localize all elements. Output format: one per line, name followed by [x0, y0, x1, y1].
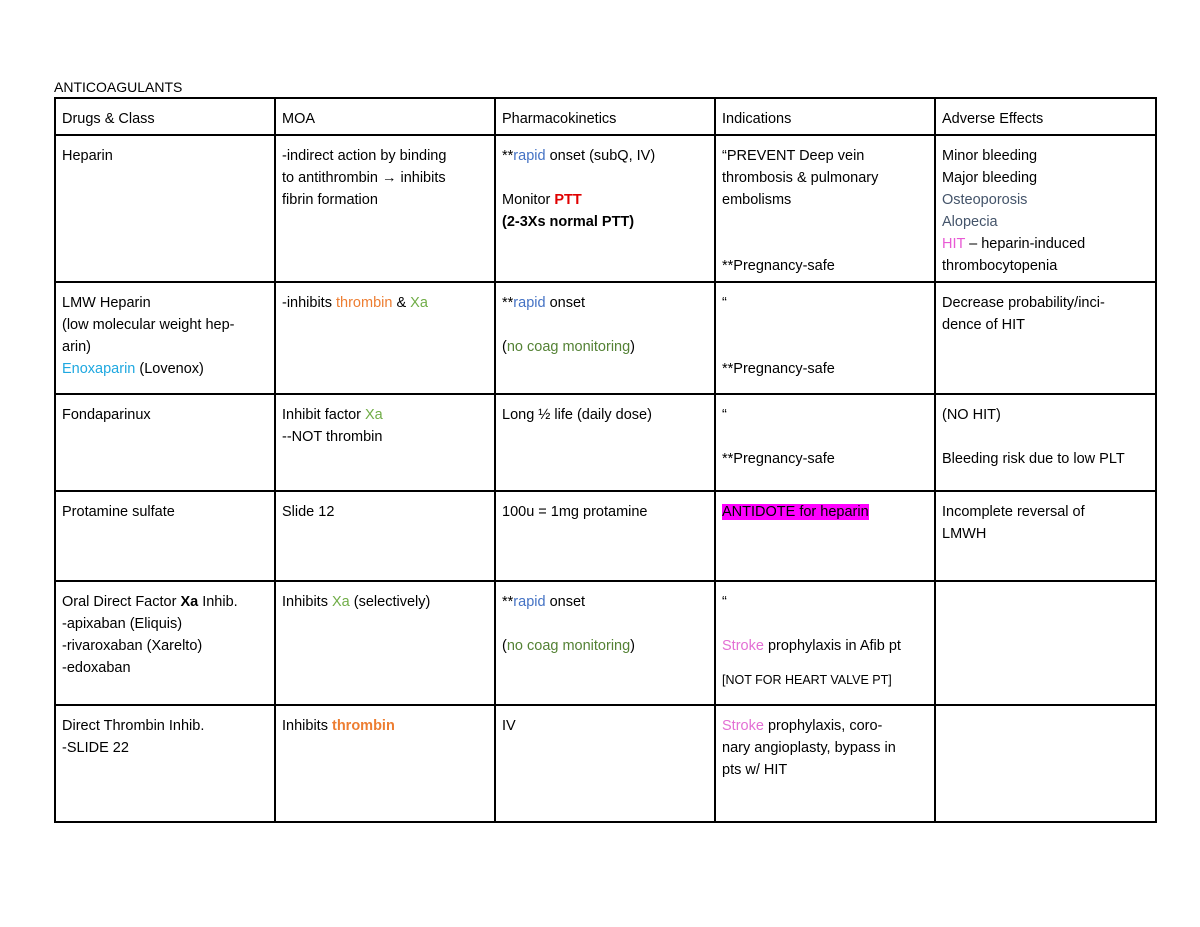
ae-line: dence of HIT [942, 317, 1026, 333]
drug-enoxaparin: Enoxaparin [62, 361, 136, 377]
antidote-highlight: ANTIDOTE for heparin [722, 504, 869, 520]
table-row-direct-thrombin [55, 705, 1156, 822]
ae-text: – heparin-induced [965, 236, 1086, 252]
cell-moa [275, 705, 495, 822]
drug-line: (low molecular weight hep- [62, 317, 235, 333]
drug-line: -rivaroxaban (Xarelto) [62, 638, 203, 654]
moa-text: Inhibits [282, 594, 332, 610]
moa-text: inhibits [400, 170, 446, 186]
moa-thrombin: thrombin [336, 295, 393, 311]
pk-line [502, 292, 708, 314]
pk-text: ** [502, 594, 514, 610]
cell-adverse-effects [935, 705, 1156, 822]
ae-line [942, 233, 1149, 255]
pk-line [502, 145, 708, 167]
table-row-lmw-heparin [55, 282, 1156, 394]
pk-line: 100u = 1mg protamine [502, 504, 648, 520]
ind-line: “ [722, 407, 727, 423]
moa-xa: Xa [331, 594, 350, 610]
ind-line: pts w/ HIT [722, 762, 788, 778]
arrow-icon: → [381, 170, 397, 186]
pk-line [502, 635, 708, 657]
moa-line [282, 292, 488, 314]
drug-text: (Lovenox) [135, 361, 204, 377]
drug-line: -apixaban (Eliquis) [62, 616, 183, 632]
ae-line: Minor bleeding [942, 148, 1038, 164]
moa-line: fibrin formation [282, 192, 378, 208]
ae-line: Alopecia [942, 214, 998, 230]
spacer [722, 426, 928, 448]
drug-line [62, 591, 268, 613]
cell-adverse-effects [935, 394, 1156, 491]
spacer [722, 211, 928, 255]
cell-pharmacokinetics [495, 135, 715, 282]
drug-line [62, 358, 268, 380]
ind-line: “ [722, 295, 727, 311]
header-adverse-effects: Adverse Effects [935, 98, 1156, 135]
pk-no-coag: no coag monitoring [506, 339, 631, 355]
spacer [502, 314, 708, 336]
ind-line: “PREVENT Deep vein [722, 148, 865, 164]
ind-line: **Pregnancy-safe [722, 361, 835, 377]
cell-indications [715, 581, 935, 705]
moa-line: Slide 12 [282, 504, 335, 520]
header-row [55, 98, 1156, 135]
ind-line: “ [722, 594, 727, 610]
cell-moa [275, 394, 495, 491]
ind-line: nary angioplasty, bypass in [722, 740, 896, 756]
ind-line: **Pregnancy-safe [722, 258, 835, 274]
pk-text: onset [545, 295, 586, 311]
ind-text: prophylaxis, coro- [763, 718, 883, 734]
ind-line: **Pregnancy-safe [722, 451, 835, 467]
cell-indications [715, 491, 935, 581]
drug-name: Fondaparinux [62, 407, 151, 423]
ae-line: Major bleeding [942, 170, 1038, 186]
cell-drug [55, 282, 275, 394]
cell-moa [275, 135, 495, 282]
cell-drug [55, 135, 275, 282]
drug-text: Inhib. [198, 594, 238, 610]
spacer [722, 314, 928, 358]
moa-text: to antithrombin [282, 170, 378, 186]
table-row-protamine-sulfate [55, 491, 1156, 581]
pk-line [502, 591, 708, 613]
moa-line: -indirect action by binding [282, 148, 447, 164]
pk-text: ** [502, 148, 514, 164]
ind-stroke: Stroke [722, 718, 764, 734]
cell-indications [715, 394, 935, 491]
pk-ptt: PTT [554, 192, 582, 208]
cell-pharmacokinetics [495, 705, 715, 822]
ind-line: thrombosis & pulmonary [722, 170, 879, 186]
pk-rapid: rapid [513, 148, 546, 164]
drug-name: Heparin [62, 148, 113, 164]
pk-text: ( [502, 638, 507, 654]
pk-line: Long ½ life (daily dose) [502, 407, 652, 423]
pk-text: Monitor [502, 192, 555, 208]
moa-text: & [392, 295, 411, 311]
page-title: ANTICOAGULANTS [54, 79, 183, 95]
moa-line [282, 404, 488, 426]
pk-line: IV [502, 718, 516, 734]
ae-hit: HIT [942, 236, 966, 252]
cell-moa [275, 491, 495, 581]
header-moa: MOA [275, 98, 495, 135]
ind-line [722, 635, 928, 657]
spacer [502, 167, 708, 189]
table-row-fondaparinux [55, 394, 1156, 491]
ae-line: (NO HIT) [942, 407, 1001, 423]
cell-moa [275, 581, 495, 705]
cell-drug [55, 705, 275, 822]
moa-line [282, 591, 488, 613]
pk-text: onset [545, 594, 586, 610]
cell-pharmacokinetics [495, 491, 715, 581]
cell-drug [55, 491, 275, 581]
moa-xa: Xa [365, 407, 383, 423]
cell-pharmacokinetics [495, 282, 715, 394]
ind-line [722, 501, 928, 523]
drug-name: Direct Thrombin Inhib. [62, 718, 205, 734]
cell-drug [55, 394, 275, 491]
cell-adverse-effects [935, 491, 1156, 581]
spacer [942, 426, 1149, 448]
header-indications: Indications [715, 98, 935, 135]
moa-xa: Xa [410, 295, 428, 311]
pk-text: ( [502, 339, 507, 355]
moa-thrombin: thrombin [331, 718, 395, 734]
cell-drug [55, 581, 275, 705]
header-drugs-class: Drugs & Class [55, 98, 275, 135]
pk-text: onset (subQ, IV) [549, 148, 656, 164]
ind-line: embolisms [722, 192, 792, 208]
moa-line [282, 167, 488, 189]
drug-xa: Xa [180, 594, 199, 610]
cell-pharmacokinetics [495, 581, 715, 705]
cell-adverse-effects [935, 135, 1156, 282]
anticoagulants-table [54, 97, 1157, 823]
cell-indications [715, 282, 935, 394]
cell-indications [715, 705, 935, 822]
pk-no-coag: no coag monitoring [506, 638, 631, 654]
drug-text: Oral Direct Factor [62, 594, 181, 610]
moa-text: Inhibit factor [282, 407, 366, 423]
header-pharmacokinetics: Pharmacokinetics [495, 98, 715, 135]
moa-line: --NOT thrombin [282, 429, 383, 445]
ind-stroke: Stroke [722, 638, 764, 654]
cell-pharmacokinetics [495, 394, 715, 491]
ae-line: Decrease probability/inci- [942, 295, 1105, 311]
ind-line: [NOT FOR HEART VALVE PT] [722, 673, 892, 687]
ae-line: LMWH [942, 526, 987, 542]
moa-text: Inhibits [282, 718, 332, 734]
ae-line: thrombocytopenia [942, 258, 1058, 274]
spacer [502, 613, 708, 635]
ae-line: Osteoporosis [942, 192, 1028, 208]
drug-name: Protamine sulfate [62, 504, 175, 520]
drug-line: -edoxaban [62, 660, 131, 676]
drug-line: -SLIDE 22 [62, 740, 129, 756]
moa-text: -inhibits [282, 295, 336, 311]
pk-text: ) [630, 638, 636, 654]
pk-line [502, 189, 708, 211]
pk-rapid: rapid [513, 295, 546, 311]
drug-line: arin) [62, 339, 92, 355]
table-row-oral-direct-factor-xa [55, 581, 1156, 705]
pk-rapid: rapid [513, 594, 546, 610]
table-row-heparin [55, 135, 1156, 282]
pk-line [502, 336, 708, 358]
ind-line [722, 715, 928, 737]
ae-line: Bleeding risk due to low PLT [942, 451, 1125, 467]
ind-text: prophylaxis in Afib pt [763, 638, 901, 654]
cell-adverse-effects [935, 282, 1156, 394]
spacer [722, 657, 928, 669]
pk-text: ** [502, 295, 514, 311]
drug-name: LMW Heparin [62, 295, 151, 311]
moa-text: (selectively) [349, 594, 431, 610]
spacer [722, 613, 928, 635]
cell-adverse-effects [935, 581, 1156, 705]
cell-indications [715, 135, 935, 282]
pk-text: ) [630, 339, 636, 355]
moa-line [282, 715, 488, 737]
cell-moa [275, 282, 495, 394]
pk-line: (2-3Xs normal PTT) [502, 214, 635, 230]
ae-line: Incomplete reversal of [942, 504, 1085, 520]
